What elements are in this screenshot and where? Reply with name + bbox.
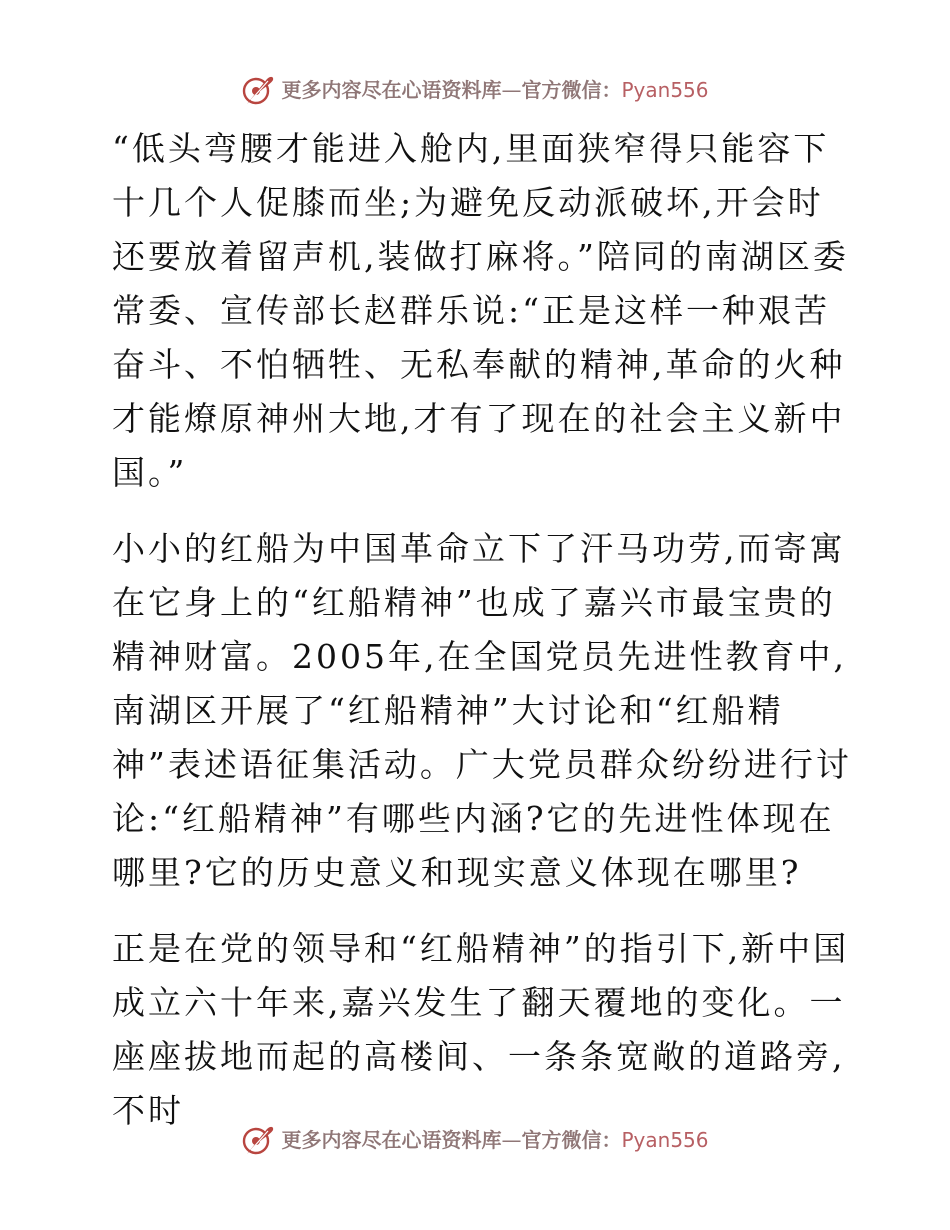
footer-banner [0, 1120, 950, 1160]
footer-banner-label: 官方微信： [521, 1128, 622, 1152]
feather-pen-circle-icon [241, 73, 275, 107]
paragraph-1: “低头弯腰才能进入舱内,里面狭窄得只能容下十几个人促膝而坐;为避免反动派破坏,开会时还要放着留声机,装做打麻将。”陪同的南湖区委常委、宣传部长赵群乐说:“正是这样一种艰苦奋斗、不怕牺牲、无私奉献的精神,革命的火种才能燎原神州大地,才有了现在的社会主义新中国。” [112, 129, 849, 492]
document-body [98, 122, 858, 1138]
header-banner [0, 70, 950, 110]
paragraph-2: 小小的红船为中国革命立下了汗马功劳,而寄寓在它身上的“红船精神”也成了嘉兴市最宝贵的精神财富。2005年,在全国党员先进性教育中,南湖区开展了“红船精神”大讨论和“红船精神”表述语征集活动。广大党员群众纷纷进行讨论:“红船精神”有哪些内涵?它的先进性体现在哪里?它的历史意义和现实意义体现在哪里? [112, 529, 852, 892]
paragraph-3: 正是在党的领导和“红船精神”的指引下,新中国成立六十年来,嘉兴发生了翻天覆地的变化。一座座拔地而起的高楼间、一条条宽敞的道路旁,不时 [112, 929, 850, 1130]
header-banner-text [281, 80, 708, 100]
footer-banner-inner [241, 1120, 708, 1160]
footer-banner-text [281, 1130, 708, 1150]
header-banner-separator: — [501, 78, 522, 102]
header-banner-brand: 更多内容尽在心语资料库 [281, 78, 502, 102]
header-banner-wechat-id: Pyan556 [621, 78, 709, 102]
footer-banner-separator: — [501, 1128, 522, 1152]
footer-banner-brand: 更多内容尽在心语资料库 [281, 1128, 502, 1152]
footer-banner-wechat-id: Pyan556 [621, 1128, 709, 1152]
header-banner-inner [241, 70, 708, 110]
feather-pen-circle-icon [241, 1123, 275, 1157]
header-banner-label: 官方微信： [521, 78, 622, 102]
